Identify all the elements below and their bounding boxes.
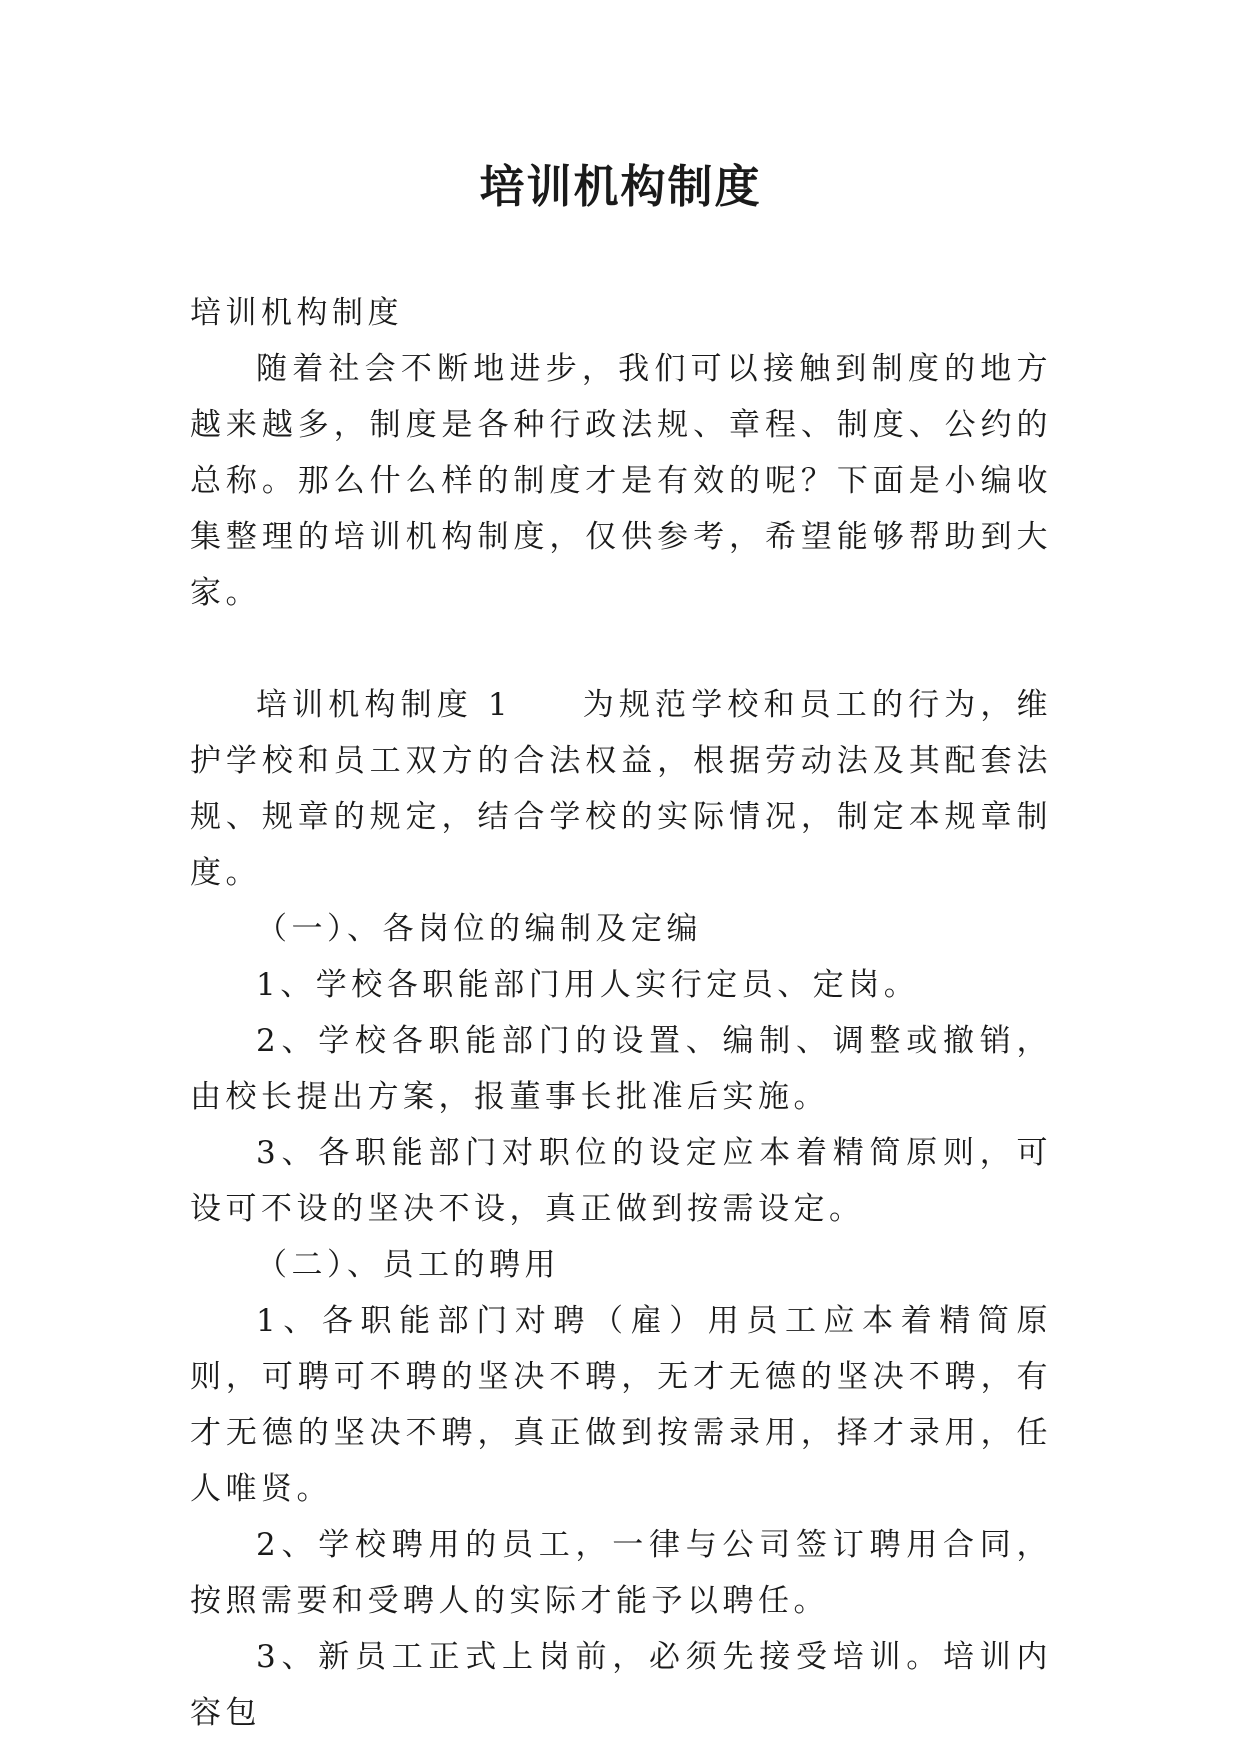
document-subtitle: 培训机构制度	[190, 295, 403, 331]
document-title: 培训机构制度	[479, 160, 762, 213]
part1-heading: （一）、各岗位的编制及定编	[256, 911, 702, 947]
section1-paragraph	[190, 677, 1052, 901]
part2-heading: （二）、员工的聘用	[256, 1247, 560, 1283]
document-body	[190, 285, 1052, 1741]
intro-paragraph: 随着社会不断地进步，我们可以接触到制度的地方越来越多，制度是各种行政法规、章程、制度、公约的总称。那么什么样的制度才是有效的呢？下面是小编收集整理的培训机构制度，仅供参考，希望能够帮助到大家。	[190, 351, 1052, 611]
part1-item-1: 1、学校各职能部门用人实行定员、定岗。	[256, 967, 920, 1003]
part1-item-3: 3、各职能部门对职位的设定应本着精简原则，可设可不设的坚决不设，真正做到按需设定。	[190, 1135, 1052, 1227]
part2-item-2: 2、学校聘用的员工，一律与公司签订聘用合同，按照需要和受聘人的实际才能予以聘任。	[190, 1527, 1052, 1619]
paragraph-gap	[190, 621, 1052, 677]
section1-text: 为规范学校和员工的行为，维护学校和员工双方的合法权益，根据劳动法及其配套法规、规章的规定，结合学校的实际情况，制定本规章制度。	[190, 687, 1053, 891]
part2-item-3: 3、新员工正式上岗前，必须先接受培训。培训内容包	[190, 1639, 1052, 1731]
part2-item-1: 1、各职能部门对聘（雇）用员工应本着精简原则，可聘可不聘的坚决不聘，无才无德的坚决不聘，有才无德的坚决不聘，真正做到按需录用，择才录用，任人唯贤。	[190, 1303, 1052, 1507]
section1-heading: 培训机构制度 1	[256, 687, 513, 723]
part1-item-2: 2、学校各职能部门的设置、编制、调整或撤销，由校长提出方案，报董事长批准后实施。	[190, 1023, 1052, 1115]
